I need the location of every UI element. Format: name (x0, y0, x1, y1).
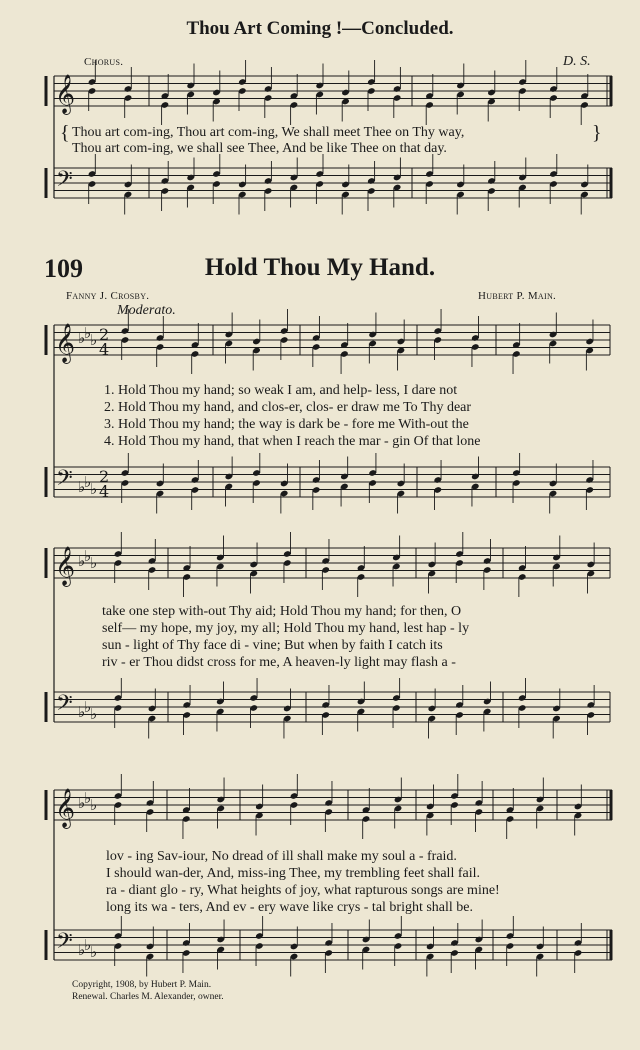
hymn-title: Hold Thou My Hand. (204, 254, 436, 281)
composer: Hubert P. Main. (478, 290, 557, 302)
author: Fanny J. Crosby. (66, 290, 150, 302)
system-3-key-flat-bass: ♭ (84, 936, 92, 954)
chorus-lyric-2: Thou art com-ing, we shall see Thee, And be like Thee on that day. (72, 141, 447, 156)
system-2-key-flat-bass: ♭ (84, 698, 92, 716)
verse-line-3-1: lov - ing Sav-iour, No dread of ill shall make my soul a - fraid. (106, 849, 457, 864)
verse-line-3-3: ra - diant glo - ry, What heights of joy, what rapturous songs are mine! (106, 883, 500, 898)
system-2-key-flat-treble: ♭ (84, 547, 92, 565)
system-1-key-flat-bass: ♭ (84, 473, 92, 491)
system-1-bass-clef: 𝄢 (56, 466, 73, 496)
system-2-key-flat-treble: ♭ (90, 554, 98, 572)
system-2-key-flat-bass: ♭ (90, 705, 98, 723)
verse-line-2-4: riv - er Thou didst cross for me, A heaven-ly light may flash a - (102, 655, 456, 670)
system-3-key-flat-bass: ♭ (90, 943, 98, 961)
system-3-treble-clef: 𝄞 (55, 788, 76, 828)
hymn-number: 109 (44, 254, 83, 283)
brace-left: { (60, 122, 70, 144)
system-3-key-flat-treble: ♭ (78, 794, 86, 812)
verse-line-3-4: long its wa - ters, And ev - ery wave like crys - tal bright shall be. (106, 900, 474, 915)
system-1-key-flat-treble: ♭ (78, 329, 86, 347)
verse-line-3-2: I should wan-der, And, miss-ing Thee, my trembling feet shall fail. (106, 866, 480, 881)
system-2-bass-clef: 𝄢 (56, 691, 73, 721)
verse-line-2-3: sun - light of Thy face di - vine; But when by faith I catch its (102, 638, 443, 653)
system-1-treble-clef: 𝄞 (55, 323, 76, 363)
system-2-treble-clef: 𝄞 (55, 546, 76, 586)
verse-line-2-2: self— my hope, my joy, my all; Hold Thou my hand, lest hap - ly (102, 621, 470, 636)
copyright-line-2: Renewal. Charles M. Alexander, owner. (72, 992, 224, 1002)
system-1-time-top-bass: 2 (99, 467, 110, 486)
system-1-key-flat-bass: ♭ (90, 480, 98, 498)
system-1-time-top: 2 (99, 325, 110, 344)
verse-line-1-1: 1. Hold Thou my hand; so weak I am, and help- less, I dare not (104, 383, 458, 398)
chorus-lyric-1: Thou art com-ing, Thou art com-ing, We shall meet Thee on Thy way, (72, 125, 465, 140)
system-1-key-flat-treble: ♭ (90, 331, 98, 349)
chorus-system-treble-clef: 𝄞 (55, 74, 76, 114)
system-2-key-flat-treble: ♭ (78, 552, 86, 570)
system-3-bass-clef: 𝄢 (56, 929, 73, 959)
verse-line-1-2: 2. Hold Thou my hand, and clos-er, clos- er draw me To Thy dear (104, 400, 472, 415)
tempo-marking: Moderato. (117, 303, 176, 318)
ds-label: D. S. (563, 54, 591, 69)
system-1-key-flat-treble: ♭ (84, 324, 92, 342)
continuation-title: Thou Art Coming !—Concluded. (186, 18, 454, 39)
system-3-key-flat-treble: ♭ (90, 796, 98, 814)
system-3-key-flat-treble: ♭ (84, 789, 92, 807)
system-1-time-bottom: 4 (99, 340, 110, 359)
chorus-label: Chorus. (84, 56, 124, 68)
verse-line-1-4: 4. Hold Thou my hand, that when I reach the mar - gin Of that lone (104, 434, 481, 449)
brace-right: } (592, 122, 602, 144)
chorus-system-bass-clef: 𝄢 (56, 167, 73, 197)
system-1-key-flat-bass: ♭ (78, 478, 86, 496)
system-1-time-bottom-bass: 4 (99, 482, 110, 501)
verse-line-1-3: 3. Hold Thou my hand; the way is dark be - fore me With-out the (104, 417, 469, 432)
copyright-line-1: Copyright, 1908, by Hubert P. Main. (72, 980, 212, 990)
system-2-key-flat-bass: ♭ (78, 703, 86, 721)
verse-line-2-1: take one step with-out Thy aid; Hold Thou my hand; for then, O (102, 604, 462, 619)
system-3-key-flat-bass: ♭ (78, 941, 86, 959)
